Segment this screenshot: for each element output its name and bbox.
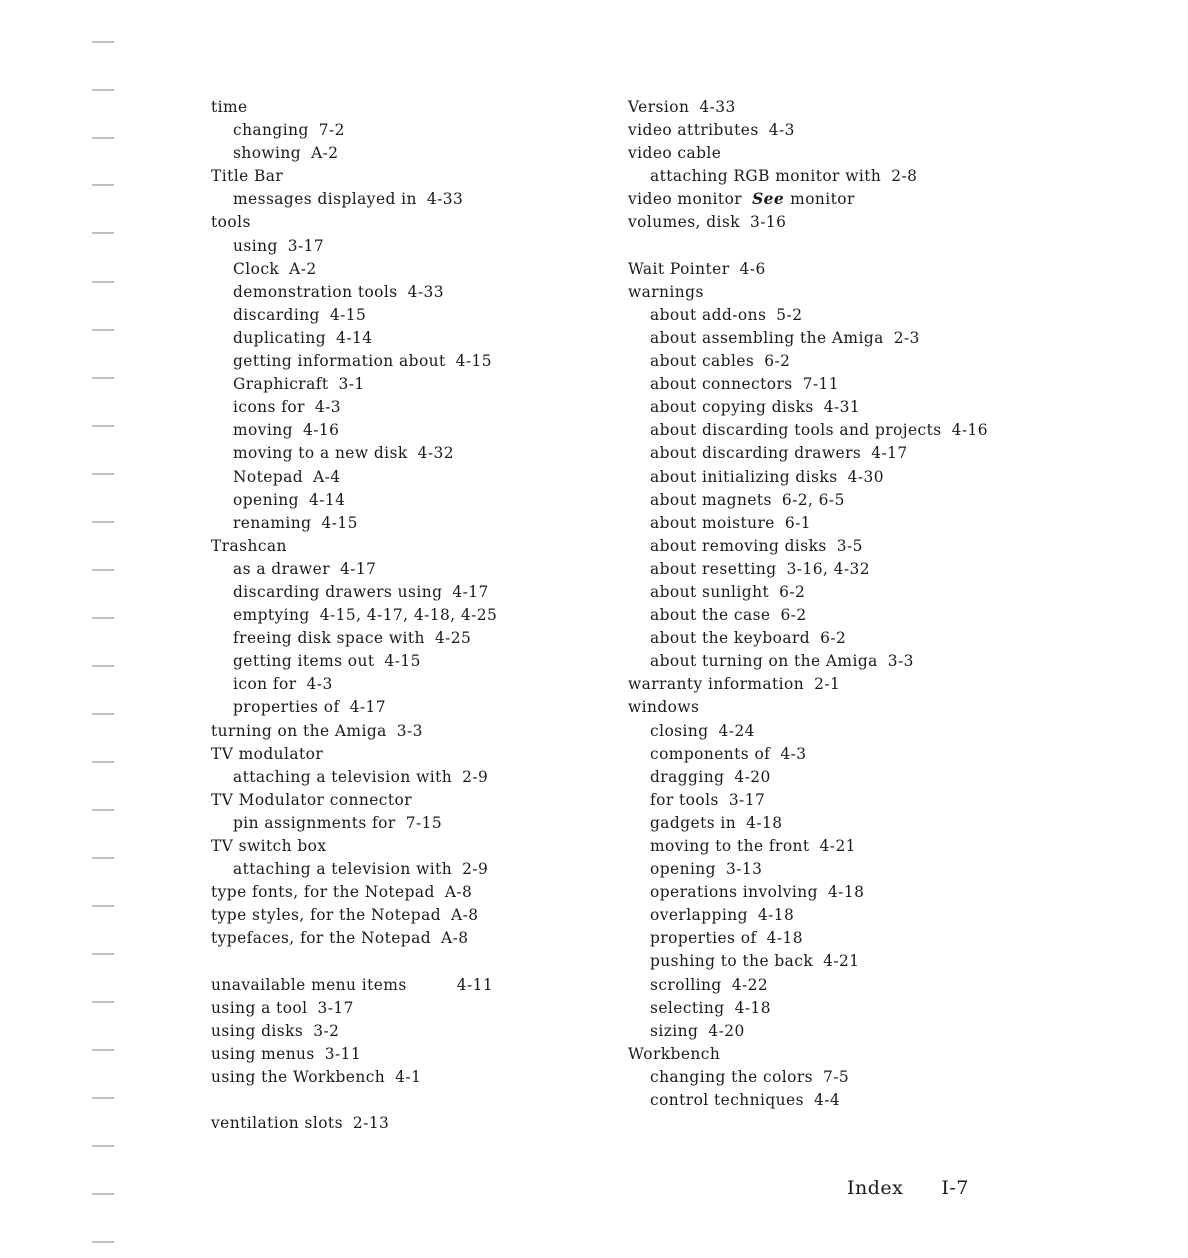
index-subentry bbox=[628, 720, 988, 743]
page-references: 4-17 bbox=[452, 582, 489, 601]
index-term: about sunlight bbox=[650, 582, 770, 601]
index-term: moving to a new disk bbox=[233, 444, 408, 463]
index-term: getting information about bbox=[233, 352, 446, 371]
page-references: 4-15 bbox=[329, 305, 367, 324]
page-references: 6-2 bbox=[820, 629, 847, 648]
index-term: about removing disks bbox=[650, 536, 827, 555]
page-references: 4-6 bbox=[739, 259, 766, 278]
index-term: renaming bbox=[233, 513, 312, 532]
index-term: using bbox=[233, 236, 278, 255]
index-subentry bbox=[628, 927, 988, 950]
index-subentry bbox=[211, 235, 497, 258]
index-entry bbox=[628, 673, 988, 696]
page-references: 3-1 bbox=[338, 375, 365, 394]
page-references: A-8 bbox=[441, 929, 469, 948]
index-subentry bbox=[211, 350, 497, 373]
index-term: opening bbox=[650, 860, 716, 879]
page-references: 4-20 bbox=[734, 767, 771, 786]
index-term: using a tool bbox=[211, 998, 308, 1017]
index-term: Title Bar bbox=[211, 167, 284, 186]
page-references: 4-33 bbox=[426, 190, 464, 209]
binder-ring-marks bbox=[88, 0, 118, 1258]
index-term: duplicating bbox=[233, 328, 327, 347]
index-term: Clock bbox=[233, 259, 280, 278]
page-references: 4-30 bbox=[847, 467, 884, 486]
index-subentry bbox=[211, 489, 497, 512]
index-term: pin assignments for bbox=[233, 813, 396, 832]
page-references: 6-2 bbox=[764, 352, 791, 371]
blank-line bbox=[211, 1089, 497, 1112]
page-references: 3-17 bbox=[317, 998, 354, 1017]
index-subentry bbox=[211, 466, 497, 489]
index-subentry bbox=[628, 1089, 988, 1112]
page-references: 4-17 bbox=[871, 444, 908, 463]
page-references: 2-8 bbox=[891, 167, 918, 186]
index-term: icon for bbox=[233, 675, 297, 694]
index-subentry bbox=[628, 327, 988, 350]
page-references: 4-18 bbox=[757, 906, 795, 925]
index-entry bbox=[628, 696, 988, 719]
index-entry bbox=[211, 789, 497, 812]
blank-line bbox=[211, 950, 497, 973]
index-subentry bbox=[211, 812, 497, 835]
index-term: overlapping bbox=[650, 906, 748, 925]
index-term: about assembling the Amiga bbox=[650, 328, 884, 347]
index-term: Workbench bbox=[628, 1044, 721, 1063]
page-references: A-8 bbox=[451, 906, 479, 925]
page-references: 2-1 bbox=[814, 675, 841, 694]
index-subentry bbox=[628, 558, 988, 581]
index-subentry bbox=[211, 604, 497, 627]
footer-page-number: I-7 bbox=[941, 1177, 969, 1199]
page-references: 3-17 bbox=[287, 236, 325, 255]
page-references: 4-14 bbox=[336, 328, 373, 347]
page-references: A-2 bbox=[289, 259, 317, 278]
page-footer bbox=[847, 1177, 969, 1199]
page-references: 3-3 bbox=[887, 652, 914, 671]
page-references: 2-3 bbox=[893, 328, 920, 347]
index-term: changing bbox=[233, 121, 309, 140]
index-term: properties of bbox=[650, 929, 757, 948]
index-subentry bbox=[211, 142, 497, 165]
index-term: dragging bbox=[650, 767, 725, 786]
index-column-left bbox=[211, 96, 497, 1135]
index-subentry bbox=[628, 1066, 988, 1089]
index-subentry bbox=[211, 281, 497, 304]
page-references: 6-2, 6-5 bbox=[781, 490, 845, 509]
index-entry bbox=[211, 1066, 497, 1089]
index-term: windows bbox=[628, 698, 700, 717]
index-term: about the case bbox=[650, 606, 771, 625]
page-references: 3-3 bbox=[396, 721, 423, 740]
page-references: 4-14 bbox=[308, 490, 346, 509]
index-entry bbox=[211, 96, 497, 119]
index-subentry bbox=[628, 858, 988, 881]
index-subentry bbox=[628, 604, 988, 627]
index-entry bbox=[211, 165, 497, 188]
index-term: icons for bbox=[233, 398, 305, 417]
page-references: 3-11 bbox=[324, 1044, 362, 1063]
page-references: 4-22 bbox=[731, 975, 769, 994]
index-term: video cable bbox=[628, 144, 722, 163]
index-subentry bbox=[628, 535, 988, 558]
index-entry bbox=[628, 119, 988, 142]
index-subentry bbox=[628, 581, 988, 604]
index-subentry bbox=[628, 489, 988, 512]
page-references: 4-15 bbox=[384, 652, 421, 671]
index-term: closing bbox=[650, 721, 709, 740]
index-term: about the keyboard bbox=[650, 629, 811, 648]
index-subentry bbox=[628, 974, 988, 997]
index-entry bbox=[211, 997, 497, 1020]
index-term: discarding drawers using bbox=[233, 582, 443, 601]
index-term: TV Modulator connector bbox=[211, 790, 413, 809]
page-references: 4-3 bbox=[780, 744, 807, 763]
index-term: about discarding tools and projects bbox=[650, 421, 942, 440]
index-subentry bbox=[628, 396, 988, 419]
index-term: Version bbox=[628, 98, 690, 116]
index-term: components of bbox=[650, 744, 771, 763]
index-entry bbox=[211, 835, 497, 858]
index-term: Wait Pointer bbox=[628, 259, 730, 278]
index-term: ventilation slots bbox=[211, 1114, 343, 1133]
index-subentry bbox=[211, 696, 497, 719]
index-term: discarding bbox=[233, 305, 320, 324]
page-references: 4-11 bbox=[456, 975, 494, 994]
index-entry bbox=[211, 1020, 497, 1043]
index-subentry bbox=[628, 165, 988, 188]
index-subentry bbox=[628, 766, 988, 789]
page-references: 4-21 bbox=[819, 837, 856, 855]
index-subentry bbox=[628, 304, 988, 327]
page-references: 4-17 bbox=[340, 559, 377, 578]
index-term: scrolling bbox=[650, 975, 722, 994]
page-references: 4-3 bbox=[768, 121, 795, 140]
page-references: A-2 bbox=[311, 144, 339, 163]
index-entry bbox=[628, 142, 988, 165]
page-references: A-4 bbox=[313, 467, 341, 486]
index-term: turning on the Amiga bbox=[211, 721, 387, 740]
page-references: 7-15 bbox=[405, 813, 443, 832]
index-entry bbox=[628, 96, 988, 119]
index-term: typefaces, for the Notepad bbox=[211, 929, 432, 948]
page-references: 7-5 bbox=[823, 1067, 850, 1086]
page-references: 4-18 bbox=[746, 813, 783, 832]
index-term: freeing disk space with bbox=[233, 629, 425, 648]
index-subentry bbox=[211, 512, 497, 535]
index-subentry bbox=[628, 442, 988, 465]
index-term: about discarding drawers bbox=[650, 444, 862, 463]
index-term: gadgets in bbox=[650, 813, 737, 832]
index-subentry bbox=[211, 650, 497, 673]
index-term: selecting bbox=[650, 998, 725, 1017]
page-references: 4-15 bbox=[321, 513, 358, 532]
index-subentry bbox=[628, 997, 988, 1020]
index-subentry bbox=[211, 558, 497, 581]
index-term: changing the colors bbox=[650, 1067, 814, 1086]
index-entry bbox=[211, 881, 497, 904]
index-subentry bbox=[211, 419, 497, 442]
index-term: about resetting bbox=[650, 559, 777, 578]
index-term: Trashcan bbox=[211, 536, 287, 555]
index-term: pushing to the back bbox=[650, 952, 814, 971]
index-term: sizing bbox=[650, 1021, 699, 1040]
index-term: about initializing disks bbox=[650, 467, 838, 486]
index-subentry bbox=[628, 373, 988, 396]
index-term: time bbox=[211, 98, 248, 116]
index-term: warranty information bbox=[628, 675, 805, 694]
index-subentry bbox=[628, 743, 988, 766]
blank-line bbox=[628, 235, 988, 258]
page-references: 5-2 bbox=[776, 305, 803, 324]
index-term: for tools bbox=[650, 790, 719, 809]
page-references: 4-1 bbox=[395, 1067, 422, 1086]
index-entry bbox=[628, 1043, 988, 1066]
page-references: 4-3 bbox=[306, 675, 333, 694]
index-term: moving bbox=[233, 421, 293, 440]
index-term: about turning on the Amiga bbox=[650, 652, 878, 671]
index-term: Notepad bbox=[233, 467, 304, 486]
index-entry bbox=[211, 904, 497, 927]
index-term: type styles, for the Notepad bbox=[211, 906, 442, 925]
index-subentry bbox=[211, 581, 497, 604]
index-subentry bbox=[211, 258, 497, 281]
page-references: A-8 bbox=[444, 883, 473, 902]
index-term: warnings bbox=[628, 282, 704, 301]
index-term: about copying disks bbox=[650, 398, 814, 417]
index-entry bbox=[628, 188, 988, 211]
index-subentry bbox=[211, 119, 497, 142]
page-references: 3-16, 4-32 bbox=[786, 559, 870, 578]
page-references: 3-13 bbox=[725, 860, 763, 879]
page-references: 4-21 bbox=[823, 952, 860, 971]
index-subentry bbox=[211, 327, 497, 350]
index-subentry bbox=[211, 627, 497, 650]
see-reference-target: monitor bbox=[790, 190, 855, 209]
index-term: attaching a television with bbox=[233, 767, 453, 786]
index-term: attaching a television with bbox=[233, 860, 453, 879]
index-term: video attributes bbox=[628, 121, 759, 140]
index-column-right bbox=[628, 96, 988, 1112]
index-entry bbox=[211, 211, 497, 234]
page-references: 7-2 bbox=[318, 121, 345, 140]
page-references: 4-31 bbox=[823, 398, 861, 417]
page-references: 2-9 bbox=[462, 860, 489, 879]
index-term: TV switch box bbox=[211, 837, 327, 855]
page-references: 4-33 bbox=[407, 282, 445, 301]
index-subentry bbox=[628, 835, 988, 858]
index-entry bbox=[628, 258, 988, 281]
index-subentry bbox=[211, 673, 497, 696]
index-term: video monitor bbox=[628, 190, 743, 209]
index-subentry bbox=[211, 442, 497, 465]
index-subentry bbox=[628, 350, 988, 373]
footer-section-label: Index bbox=[847, 1177, 904, 1199]
page-references: 4-15 bbox=[455, 352, 493, 371]
page-references: 4-20 bbox=[708, 1021, 745, 1040]
page-references: 4-18 bbox=[766, 929, 804, 948]
index-term: operations involving bbox=[650, 883, 818, 902]
index-entry bbox=[211, 927, 497, 950]
index-term: properties of bbox=[233, 698, 340, 717]
page-references: 4-17 bbox=[349, 698, 387, 717]
index-subentry bbox=[211, 858, 497, 881]
page-references: 6-2 bbox=[779, 582, 806, 601]
index-subentry bbox=[628, 627, 988, 650]
index-subentry bbox=[628, 789, 988, 812]
index-entry bbox=[211, 743, 497, 766]
page-references: 4-16 bbox=[951, 421, 988, 440]
index-term: moving to the front bbox=[650, 837, 810, 855]
index-term: Graphicraft bbox=[233, 375, 329, 394]
page-references: 6-2 bbox=[780, 606, 807, 625]
index-term: using the Workbench bbox=[211, 1067, 386, 1086]
page-references: 4-3 bbox=[314, 398, 342, 417]
index-subentry bbox=[628, 950, 988, 973]
index-term: tools bbox=[211, 213, 251, 232]
page-references: 2-13 bbox=[352, 1114, 390, 1133]
page-references: 4-32 bbox=[417, 444, 455, 463]
index-term: type fonts, for the Notepad bbox=[211, 883, 435, 902]
index-term: as a drawer bbox=[233, 559, 331, 578]
page-references: 4-15, 4-17, 4-18, 4-25 bbox=[319, 606, 498, 625]
index-term: about moisture bbox=[650, 513, 775, 532]
index-entry bbox=[211, 1043, 497, 1066]
index-term: control techniques bbox=[650, 1091, 804, 1110]
index-term: emptying bbox=[233, 606, 310, 625]
index-subentry bbox=[628, 812, 988, 835]
index-subentry bbox=[628, 650, 988, 673]
index-term: volumes, disk bbox=[628, 213, 741, 232]
index-term: messages displayed in bbox=[233, 190, 417, 209]
index-subentry bbox=[628, 466, 988, 489]
page-references: 3-5 bbox=[836, 536, 863, 555]
page-references: 4-16 bbox=[302, 421, 340, 440]
page-references: 4-18 bbox=[734, 998, 771, 1017]
index-entry bbox=[211, 720, 497, 743]
page-references: 2-9 bbox=[462, 767, 489, 786]
index-subentry bbox=[628, 1020, 988, 1043]
page-references: 4-25 bbox=[434, 629, 472, 648]
index-term: TV modulator bbox=[211, 744, 324, 763]
page-references: 4-24 bbox=[718, 721, 755, 740]
index-term: about magnets bbox=[650, 490, 772, 509]
page-references: 7-11 bbox=[802, 375, 840, 394]
index-term: using disks bbox=[211, 1021, 304, 1040]
page-references: 3-17 bbox=[728, 790, 766, 809]
index-term: about connectors bbox=[650, 375, 793, 394]
index-term: unavailable menu items bbox=[211, 975, 407, 994]
index-term: opening bbox=[233, 490, 299, 509]
index-subentry bbox=[628, 419, 988, 442]
index-subentry bbox=[211, 188, 497, 211]
page-references: 4-18 bbox=[827, 883, 865, 902]
index-subentry bbox=[628, 904, 988, 927]
index-subentry bbox=[211, 373, 497, 396]
index-entry bbox=[211, 974, 497, 997]
index-entry bbox=[628, 211, 988, 234]
index-entry bbox=[211, 1112, 497, 1135]
index-entry bbox=[211, 535, 497, 558]
page-references: 6-1 bbox=[784, 513, 811, 532]
index-term: about cables bbox=[650, 352, 755, 371]
index-term: getting items out bbox=[233, 652, 375, 671]
index-term: about add-ons bbox=[650, 305, 767, 324]
index-subentry bbox=[211, 304, 497, 327]
index-term: attaching RGB monitor with bbox=[650, 167, 882, 186]
see-reference-label: See bbox=[752, 190, 785, 209]
index-subentry bbox=[628, 881, 988, 904]
index-term: using menus bbox=[211, 1044, 315, 1063]
page-references: 3-16 bbox=[750, 213, 787, 232]
page-references: 4-33 bbox=[699, 98, 736, 116]
index-subentry bbox=[211, 766, 497, 789]
index-subentry bbox=[628, 512, 988, 535]
page-references: 4-4 bbox=[813, 1091, 841, 1110]
index-subentry bbox=[211, 396, 497, 419]
index-term: demonstration tools bbox=[233, 282, 398, 301]
index-entry bbox=[628, 281, 988, 304]
index-term: showing bbox=[233, 144, 302, 163]
page-references: 3-2 bbox=[313, 1021, 340, 1040]
